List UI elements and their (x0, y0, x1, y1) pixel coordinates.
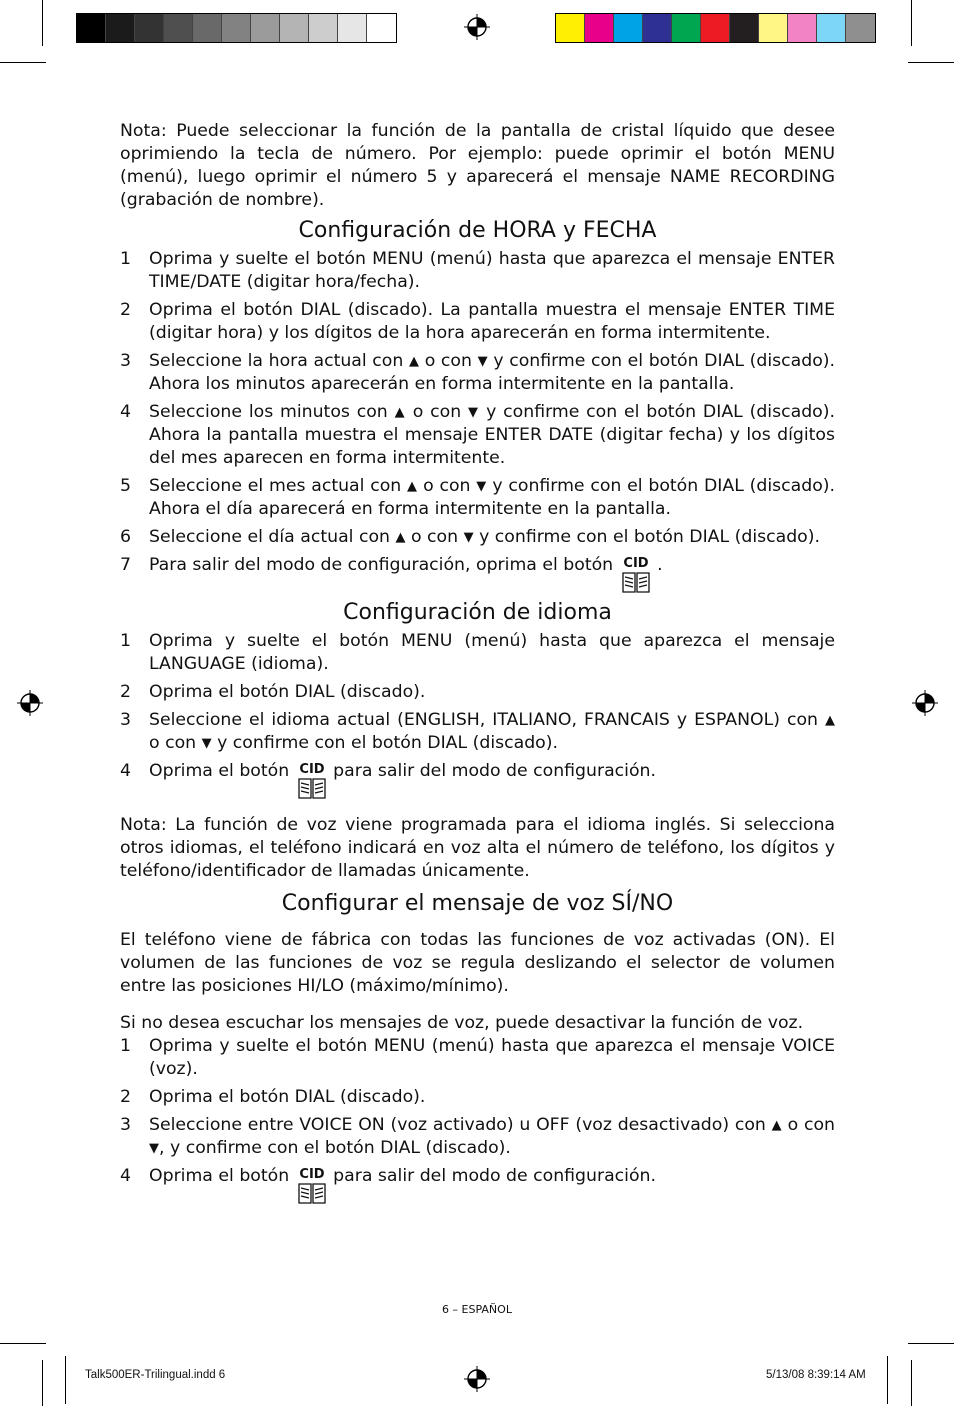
color-swatch (280, 14, 309, 42)
step-number: 4 (120, 402, 131, 422)
list-item (120, 630, 835, 676)
color-swatch (643, 14, 672, 42)
color-swatch (672, 14, 701, 42)
step-number: 4 (120, 1166, 131, 1186)
list-item (120, 526, 835, 549)
step-number: 6 (120, 527, 131, 547)
list-item (120, 681, 835, 704)
list-item (120, 554, 835, 594)
page-folio: 6 – ESPAÑOL (442, 1303, 512, 1316)
step-text: Oprima y suelte el botón MENU (menú) hasta que aparezca el mensaje LANGUAGE (idioma). (149, 631, 835, 674)
step-text: Seleccione los minutos con (149, 402, 395, 422)
step-text: para salir del modo de configuración. (333, 1166, 656, 1186)
step-number: 2 (120, 1087, 131, 1107)
step-text: y confirme con el botón DIAL (discado). Ahora los minutos aparecerán en forma intermitente en la pantalla. (149, 351, 836, 394)
registration-mark-icon (464, 14, 490, 40)
list-item (120, 1086, 835, 1109)
step-number: 2 (120, 300, 131, 320)
step-text: Oprima el botón DIAL (discado). (149, 1087, 426, 1107)
color-swatch (338, 14, 367, 42)
step-text: y confirme con el botón DIAL (discado). (211, 733, 558, 753)
color-swatch (251, 14, 280, 42)
list-item (120, 248, 835, 294)
step-text: Para salir del modo de configuración, oprima el botón (149, 555, 614, 575)
list-item (120, 709, 835, 755)
list-item (120, 475, 835, 521)
step-text: o con (781, 1115, 836, 1135)
up-arrow-icon: ▲ (771, 1118, 782, 1133)
down-arrow-icon: ▼ (201, 736, 212, 751)
step-number: 3 (120, 1115, 131, 1135)
step-text: . (657, 555, 663, 575)
color-swatch (77, 14, 106, 42)
color-swatch (106, 14, 135, 42)
color-swatch (759, 14, 788, 42)
color-swatch (556, 14, 585, 42)
step-text: Seleccione el mes actual con (149, 476, 408, 496)
list-item (120, 350, 835, 396)
up-arrow-icon: ▲ (407, 479, 418, 494)
voice-paragraph-1: El teléfono viene de fábrica con todas las funciones de voz activadas (ON). El volumen de las funciones de voz se regula deslizando el selector de volumen entre las posiciones HI/LO (máximo/mínimo). (120, 930, 835, 996)
cid-button-icon (619, 554, 653, 594)
step-number: 1 (120, 1036, 131, 1056)
down-arrow-icon: ▼ (476, 479, 487, 494)
up-arrow-icon: ▲ (395, 530, 406, 545)
step-number: 3 (120, 351, 131, 371)
voice-paragraph-2: Si no desea escuchar los mensajes de voz, puede desactivar la función de voz. (120, 1013, 804, 1033)
list-item (120, 760, 835, 800)
steps-voice (120, 1035, 835, 1205)
svg-text:CID: CID (299, 762, 325, 777)
step-text: Oprima y suelte el botón MENU (menú) hasta que aparezca el mensaje ENTER TIME/DATE (digitar hora/fecha). (149, 249, 835, 292)
step-text: Oprima el botón (149, 1166, 290, 1186)
step-text: Seleccione entre VOICE ON (voz activado) u OFF (voz desactivado) con (149, 1115, 772, 1135)
up-arrow-icon: ▲ (394, 405, 406, 420)
slug-timestamp: 5/13/08 8:39:14 AM (766, 1369, 866, 1381)
step-text: o con (419, 351, 478, 371)
step-number: 4 (120, 761, 131, 781)
list-item (120, 299, 835, 345)
step-text: y confirme con el botón DIAL (discado). Ahora el día aparecerá en forma intermitente en la pantalla. (149, 476, 836, 519)
color-swatch (788, 14, 817, 42)
registration-mark-icon (912, 690, 938, 716)
step-text: o con (149, 733, 202, 753)
step-text: y confirme con el botón DIAL (discado). Ahora la pantalla muestra el mensaje ENTER DATE (digitar fecha) y los dígitos del mes aparecen en forma intermitente. (149, 402, 835, 468)
color-swatch (309, 14, 338, 42)
step-text: para salir del modo de configuración. (333, 761, 656, 781)
step-number: 3 (120, 710, 131, 730)
color-swatch (817, 14, 846, 42)
list-item (120, 1165, 835, 1205)
color-swatch (367, 14, 396, 42)
color-swatch (614, 14, 643, 42)
step-number: 1 (120, 631, 131, 651)
color-swatch (135, 14, 164, 42)
color-swatch (846, 14, 875, 42)
heading-time-date: Configuración de HORA y FECHA (298, 218, 657, 243)
up-arrow-icon: ▲ (825, 713, 835, 728)
svg-text:CID: CID (299, 1167, 325, 1182)
color-swatch (222, 14, 251, 42)
cid-button-icon (295, 760, 329, 800)
down-arrow-icon: ▼ (477, 354, 488, 369)
color-swatch (730, 14, 759, 42)
cid-button-icon (295, 1165, 329, 1205)
down-arrow-icon: ▼ (149, 1141, 159, 1156)
step-text: o con (405, 527, 464, 547)
step-number: 2 (120, 682, 131, 702)
language-note: Nota: La función de voz viene programada para el idioma inglés. Si selecciona otros idiomas, el teléfono indicará en voz alta el número de teléfono, los dígitos y teléfono/identificador de llamadas únicamente. (120, 815, 835, 881)
list-item (120, 401, 835, 470)
color-swatch (585, 14, 614, 42)
down-arrow-icon: ▼ (463, 530, 474, 545)
step-text: y confirme con el botón DIAL (discado). (473, 527, 820, 547)
step-text: o con (405, 402, 468, 422)
step-text: Seleccione el idioma actual (ENGLISH, ITALIANO, FRANCAIS y ESPANOL) con (149, 710, 825, 730)
registration-mark-icon (17, 690, 43, 716)
step-text: Oprima y suelte el botón MENU (menú) hasta que aparezca el mensaje VOICE (voz). (149, 1036, 835, 1079)
step-text: Seleccione el día actual con (149, 527, 396, 547)
color-swatch (193, 14, 222, 42)
down-arrow-icon: ▼ (467, 405, 480, 420)
step-number: 7 (120, 555, 131, 575)
page-content (120, 120, 835, 1205)
heading-language: Configuración de idioma (343, 600, 612, 625)
grayscale-bar (76, 13, 397, 43)
steps-language (120, 630, 835, 800)
step-text: Oprima el botón DIAL (discado). La pantalla muestra el mensaje ENTER TIME (digitar hora) y los dígitos de la hora aparecerán en forma intermitente. (149, 300, 835, 343)
heading-voice: Configurar el mensaje de voz SÍ/NO (281, 891, 674, 916)
slug-filename: Talk500ER-Trilingual.indd 6 (85, 1369, 226, 1381)
step-text: Oprima el botón DIAL (discado). (149, 682, 426, 702)
step-text: , y confirme con el botón DIAL (discado). (159, 1138, 511, 1158)
up-arrow-icon: ▲ (408, 354, 420, 369)
list-item (120, 1035, 835, 1081)
registration-mark-icon (464, 1366, 490, 1392)
intro-note: Nota: Puede seleccionar la función de la pantalla de cristal líquido que desee oprimiendo la tecla de número. Por ejemplo: puede oprimir el botón MENU (menú), luego oprimir el número 5 y aparecerá el mensaje NAME RECORDING (grabación de nombre). (120, 121, 835, 210)
step-text: o con (417, 476, 477, 496)
steps-time-date (120, 248, 835, 594)
color-bar (555, 13, 876, 43)
color-swatch (164, 14, 193, 42)
step-number: 5 (120, 476, 131, 496)
step-number: 1 (120, 249, 131, 269)
svg-text:CID: CID (623, 556, 649, 571)
step-text: Oprima el botón (149, 761, 290, 781)
color-swatch (701, 14, 730, 42)
step-text: Seleccione la hora actual con (149, 351, 409, 371)
list-item (120, 1114, 835, 1160)
